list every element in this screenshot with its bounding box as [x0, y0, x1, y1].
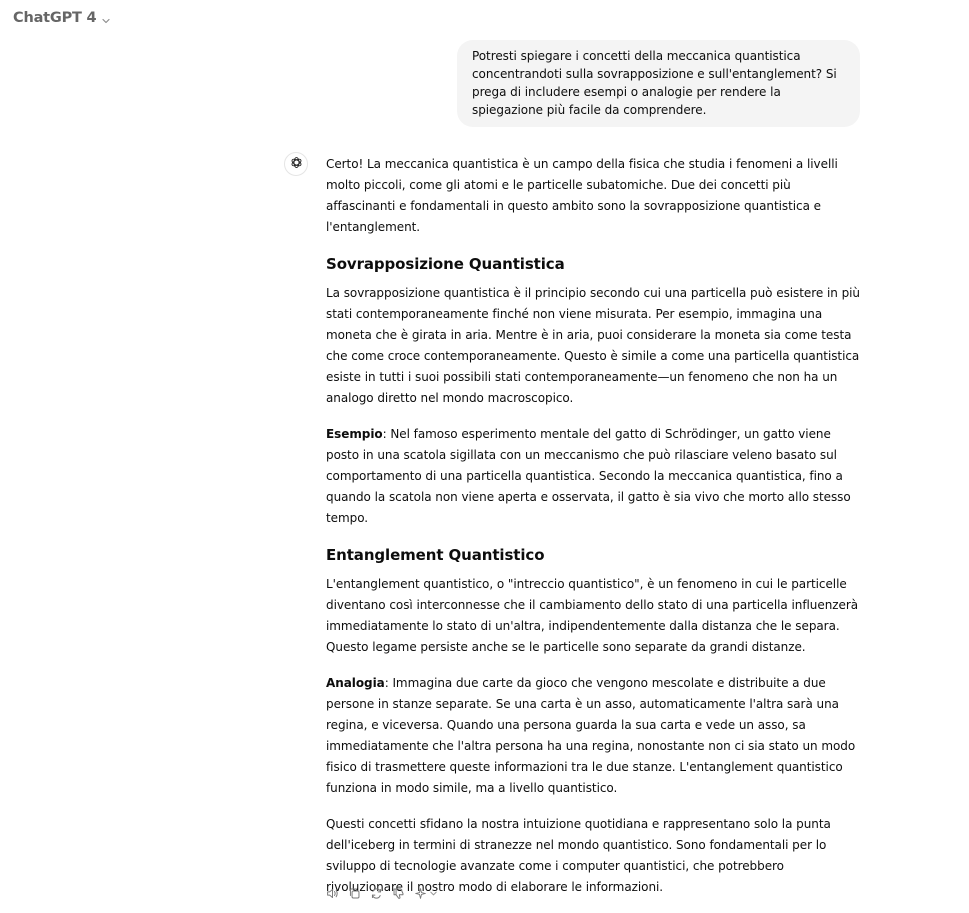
- chevron-down-icon: [100, 12, 112, 24]
- analogy-text: : Immagina due carte da gioco che vengono mescolate e distribuite a due persone in stanze separate. Se una carta è un asso, automaticamente l'altra sarà una regina, e viceversa. Quando una persona guarda la sua carta e vede un asso, sa immediatamente che l'altra persona ha una regina, nonostante non ci sia stato un modo fisico di trasmettere queste informazioni tra le due stanze. L'entanglement quantistico funziona in modo simile, ma a livello quantistico.: [326, 676, 856, 795]
- model-name: ChatGPT 4: [13, 10, 97, 26]
- assistant-message: [326, 154, 862, 913]
- user-message: Potresti spiegare i concetti della meccanica quantistica concentrandoti sulla sovrapposizione e sull'entanglement? Si prega di includere esempi o analogie per rendere la spiegazione più facile da comprendere.: [457, 40, 860, 127]
- entanglement-paragraph: L'entanglement quantistico, o "intreccio quantistico", è un fenomeno in cui le particelle diventano così interconnesse che il cambiamento dello stato di una particella influenzerà immediatamente lo stato di un'altra, indipendentemente dalla distanza che le separa. Questo legame persiste anche se le particelle sono separate da grandi distanze.: [326, 577, 859, 654]
- example-label: Esempio: [326, 427, 383, 441]
- superposition-paragraph: La sovrapposizione quantistica è il principio secondo cui una particella può esistere in più stati contemporaneamente finché non viene misurata. Per esempio, immagina una moneta che è girata in aria. Mentre è in aria, puoi considerare la moneta sia come testa che come croce contemporaneamente. Questo è simile a come una particella quantistica esiste in tutti i suoi possibili stati contemporaneamente—un fenomeno che non ha un analogo diretto nel mondo macroscopico.: [326, 286, 860, 405]
- thumbs-down-icon[interactable]: [391, 886, 406, 901]
- openai-logo-icon: [289, 155, 304, 174]
- example-paragraph: [326, 424, 862, 529]
- speaker-icon[interactable]: [325, 886, 340, 901]
- regenerate-icon[interactable]: [369, 886, 384, 901]
- analogy-label: Analogia: [326, 676, 385, 690]
- message-actions: [325, 886, 438, 901]
- intro-paragraph: Certo! La meccanica quantistica è un campo della fisica che studia i fenomeni a livelli molto piccoli, come gli atomi e le particelle subatomiche. Due dei concetti più affascinanti e fondamentali in questo ambito sono la sovrapposizione quantistica e l'entanglement.: [326, 157, 838, 234]
- copy-icon[interactable]: [347, 886, 362, 901]
- section-heading-superposition: Sovrapposizione Quantistica: [326, 255, 565, 273]
- section-heading-entanglement: Entanglement Quantistico: [326, 546, 545, 564]
- chevron-down-icon[interactable]: [429, 886, 438, 901]
- sparkle-icon[interactable]: [413, 886, 428, 901]
- analogy-paragraph: [326, 673, 862, 799]
- example-text: : Nel famoso esperimento mentale del gatto di Schrödinger, un gatto viene posto in una scatola sigillata con un meccanismo che può rilasciare veleno basato sul comportamento di una particella quantistica. Secondo la meccanica quantistica, fino a quando la scatola non viene aperta e osservata, il gatto è sia vivo che morto allo stesso tempo.: [326, 427, 851, 525]
- assistant-avatar: [284, 152, 308, 176]
- model-selector[interactable]: [13, 10, 112, 26]
- conclusion-paragraph: Questi concetti sfidano la nostra intuizione quotidiana e rappresentano solo la punta dell'iceberg in termini di stranezze nel mondo quantistico. Sono fondamentali per lo sviluppo di tecnologie avanzate come i computer quantistici, che potrebbero rivoluzionare il nostro modo di elaborare le informazioni.: [326, 817, 831, 894]
